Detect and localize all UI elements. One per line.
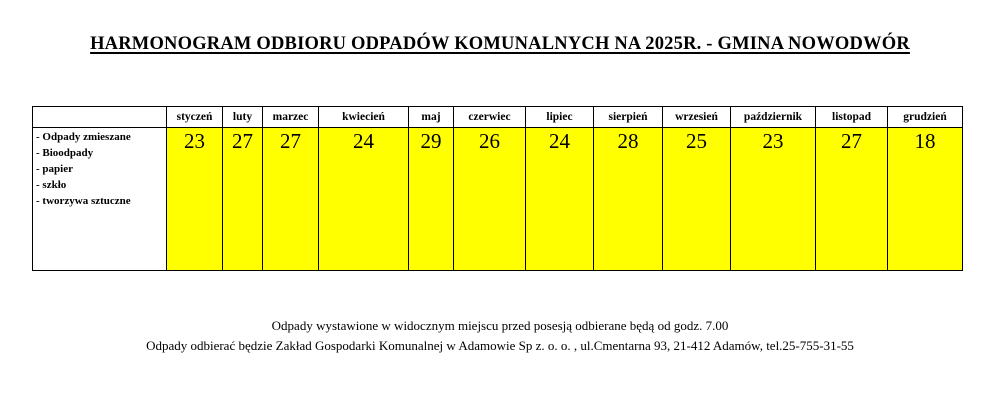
month-header: grudzień bbox=[888, 107, 963, 128]
pickup-day-cell: 23 bbox=[167, 128, 223, 271]
month-header: marzec bbox=[263, 107, 319, 128]
footer-note-time: Odpady wystawione w widocznym miejscu przed posesją odbierane będą od godz. 7.00 bbox=[271, 318, 729, 333]
waste-type-item: - tworzywa sztuczne bbox=[36, 195, 131, 207]
month-header: czerwiec bbox=[454, 107, 526, 128]
schedule-table bbox=[32, 106, 963, 271]
pickup-day-cell: 25 bbox=[663, 128, 731, 271]
month-header: styczeń bbox=[167, 107, 223, 128]
month-header: wrzesień bbox=[663, 107, 731, 128]
footer-note-company: Odpady odbierać będzie Zakład Gospodarki Komunalnej w Adamowie Sp z. o. o. , ul.Cmentarna 93, 21-412 Adamów, tel.25-755-31-55 bbox=[146, 338, 854, 353]
pickup-day-cell: 27 bbox=[816, 128, 888, 271]
month-header: lipiec bbox=[526, 107, 594, 128]
waste-type-item: - szkło bbox=[36, 179, 67, 191]
month-header-row bbox=[33, 107, 963, 128]
waste-types-list bbox=[33, 128, 166, 209]
pickup-day-cell: 18 bbox=[888, 128, 963, 271]
pickup-day-cell: 23 bbox=[731, 128, 816, 271]
month-header: październik bbox=[731, 107, 816, 128]
pickup-day-cell: 24 bbox=[319, 128, 409, 271]
month-header: sierpień bbox=[594, 107, 663, 128]
header-empty-cell bbox=[33, 107, 167, 128]
month-header: kwiecień bbox=[319, 107, 409, 128]
pickup-day-cell: 27 bbox=[223, 128, 263, 271]
month-header: listopad bbox=[816, 107, 888, 128]
pickup-day-cell: 29 bbox=[409, 128, 454, 271]
pickup-day-cell: 27 bbox=[263, 128, 319, 271]
waste-type-item: - papier bbox=[36, 163, 73, 175]
pickup-day-cell: 26 bbox=[454, 128, 526, 271]
waste-type-item: - Odpady zmieszane bbox=[36, 131, 131, 143]
waste-type-item: - Bioodpady bbox=[36, 147, 94, 159]
waste-types-cell bbox=[33, 128, 167, 271]
schedule-row bbox=[33, 128, 963, 271]
page-title: HARMONOGRAM ODBIORU ODPADÓW KOMUNALNYCH NA 2025R. - GMINA NOWODWÓR bbox=[90, 34, 910, 54]
pickup-day-cell: 28 bbox=[594, 128, 663, 271]
pickup-day-cell: 24 bbox=[526, 128, 594, 271]
month-header: maj bbox=[409, 107, 454, 128]
month-header: luty bbox=[223, 107, 263, 128]
